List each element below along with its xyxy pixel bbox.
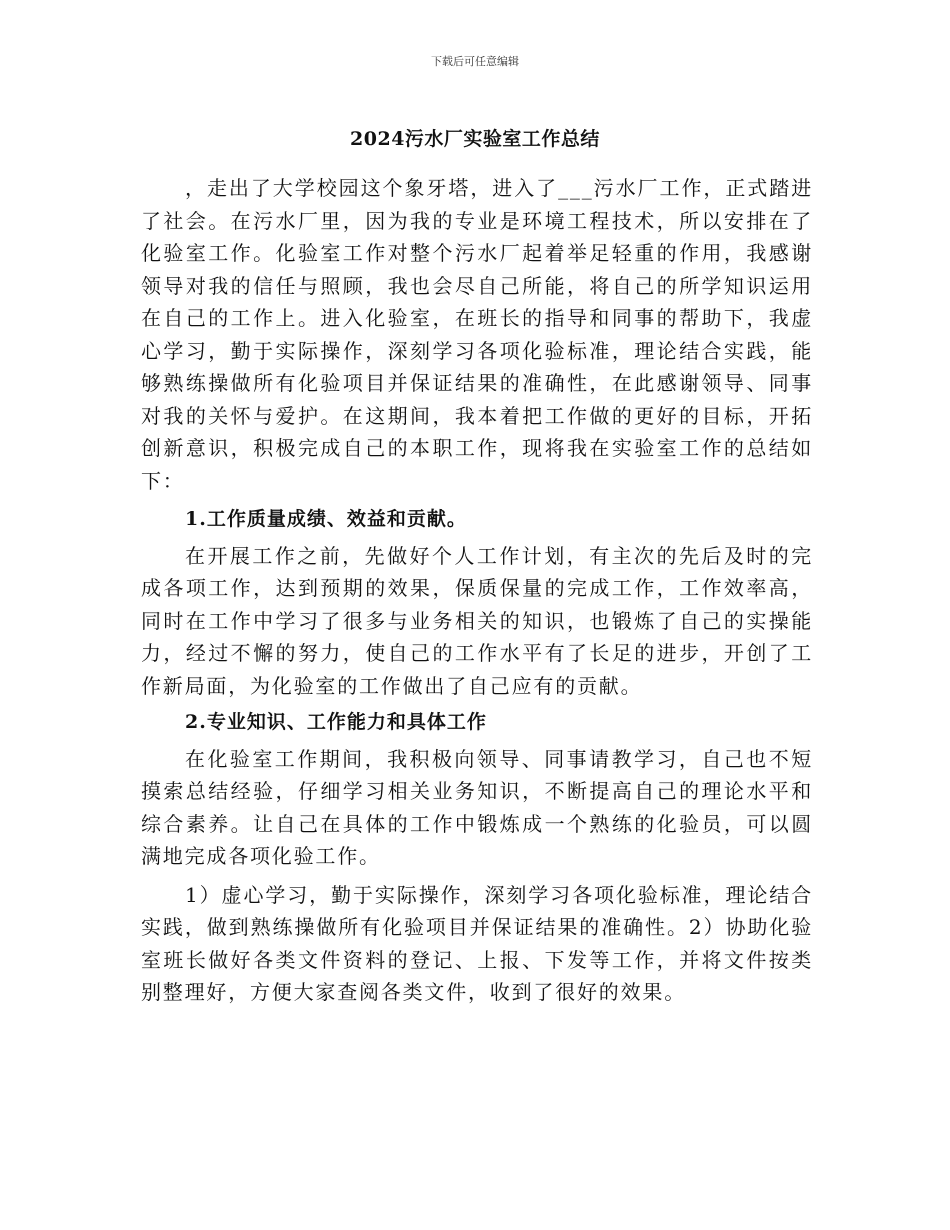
section-1-paragraph: 在开展工作之前，先做好个人工作计划，有主次的先后及时的完成各项工作，达到预期的效果，保质保量的完成工作，工作效率高，同时在工作中学习了很多与业务相关的知识，也锻炼了自己的实操能力，经过不懈的努力，使自己的工作水平有了长足的进步，开创了工作新局面，为化验室的工作做出了自己应有的贡献。 (141, 543, 813, 698)
section-3-paragraph: 1）虚心学习，勤于实际操作，深刻学习各项化验标准，理论结合实践，做到熟练操做所有化验项目并保证结果的准确性。2）协助化验室班长做好各类文件资料的登记、上报、下发等工作，并将文件按类别整理好，方便大家查阅各类文件，收到了很好的效果。 (141, 882, 813, 1004)
header-note: 下载后可任意编辑 (431, 55, 519, 68)
section-heading-1: 1.工作质量成绩、效益和贡献。 (185, 508, 467, 530)
document-body (141, 172, 813, 1009)
document-title: 2024污水厂实验室工作总结 (350, 128, 600, 150)
section-heading-2: 2.专业知识、工作能力和具体工作 (185, 711, 487, 733)
section-2-paragraph: 在化验室工作期间，我积极向领导、同事请教学习，自己也不短摸索总结经验，仔细学习相关业务知识，不断提高自己的理论水平和综合素养。让自己在具体的工作中锻炼成一个熟练的化验员，可以圆满地完成各项化验工作。 (141, 746, 813, 868)
intro-paragraph: ，走出了大学校园这个象牙塔，进入了___污水厂工作，正式踏进了社会。在污水厂里，因为我的专业是环境工程技术，所以安排在了化验室工作。化验室工作对整个污水厂起着举足轻重的作用，我感谢领导对我的信任与照顾，我也会尽自己所能，将自己的所学知识运用在自己的工作上。进入化验室，在班长的指导和同事的帮助下，我虚心学习，勤于实际操作，深刻学习各项化验标准，理论结合实践，能够熟练操做所有化验项目并保证结果的准确性，在此感谢领导、同事对我的关怀与爱护。在这期间，我本着把工作做的更好的目标，开拓创新意识，积极完成自己的本职工作，现将我在实验室工作的总结如下： (141, 176, 813, 493)
